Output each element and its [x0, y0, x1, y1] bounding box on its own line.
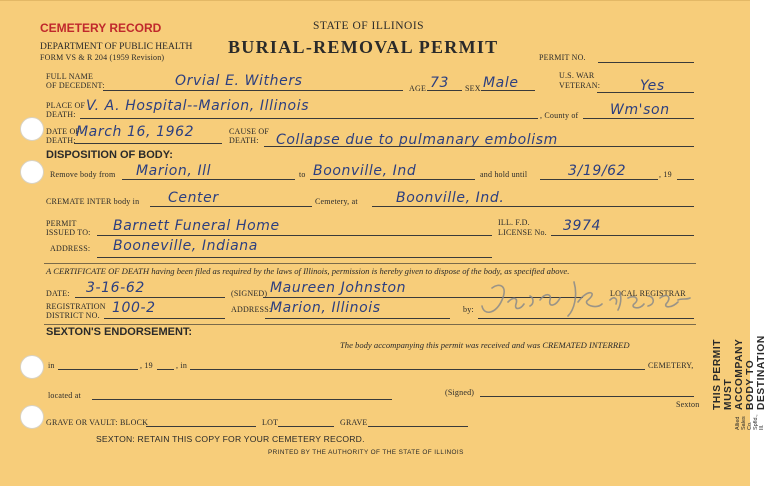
in-cemetery-label: , in [176, 361, 188, 370]
remove-from-value: Marion, Ill [136, 163, 212, 179]
date-of-death-label: DATE OF [46, 127, 81, 136]
grave-label: GRAVE [340, 418, 368, 427]
top-edge [0, 0, 750, 1]
veteran-label: VETERAN: [559, 81, 601, 90]
license-line [551, 235, 694, 236]
sexton-signature-line [480, 396, 694, 397]
license-value: 3974 [563, 218, 602, 234]
department-label: DEPARTMENT OF PUBLIC HEALTH [40, 42, 193, 52]
name-line [103, 90, 403, 91]
county-line [583, 118, 694, 119]
cremate-inter-label: CREMATE INTER body in [46, 197, 140, 206]
cause-of-death-label: CAUSE OF [229, 127, 270, 136]
county-label: , County of [540, 111, 579, 120]
full-name-label: OF DECEDENT: [46, 81, 105, 90]
district-value: 100-2 [112, 300, 156, 316]
remove-from-line [122, 179, 295, 180]
permit-no-line [598, 62, 694, 63]
veteran-label: U.S. WAR [559, 71, 595, 80]
remove-to-line [310, 179, 475, 180]
year-line [677, 179, 694, 180]
cemetery-at-line [372, 206, 694, 207]
hold-until-line [540, 179, 658, 180]
veteran-value: Yes [640, 78, 665, 94]
year-line [157, 369, 174, 370]
record-label: CEMETERY RECORD [40, 21, 162, 35]
grave-vault-label: GRAVE OR VAULT: [46, 418, 118, 427]
cause-of-death-value: Collapse due to pulmanary embolism [276, 132, 558, 148]
date-line [74, 143, 222, 144]
cert-address-label: ADDRESS: [231, 305, 272, 314]
year-label: , 19 [140, 361, 153, 370]
cert-date-label: DATE: [46, 289, 70, 298]
punch-hole [20, 117, 44, 141]
to-label: to [299, 170, 306, 179]
full-name-label: FULL NAME [46, 72, 94, 81]
cemetery-at-label: Cemetery, at [315, 197, 358, 206]
sexton-heading: SEXTON'S ENDORSEMENT: [46, 326, 193, 338]
retain-note: SEXTON: RETAIN THIS COPY FOR YOUR CEMETERY RECORD. [96, 434, 365, 444]
license-label: LICENSE No. [498, 228, 547, 237]
state-label: STATE OF ILLINOIS [313, 20, 425, 32]
permit-issued-label: PERMIT [46, 219, 77, 228]
local-registrar-label: LOCAL REGISTRAR [610, 289, 686, 298]
punch-hole [20, 160, 44, 184]
cert-address-value: Marion, Illinois [270, 300, 381, 316]
cemetery-line [190, 369, 645, 370]
sexton-statement: The body accompanying this permit was received and was CREMATED INTERRED [340, 340, 630, 350]
sex-line [481, 90, 535, 91]
located-at-line [92, 399, 392, 400]
license-label: ILL. F.D. [498, 218, 530, 227]
signed-label: (SIGNED) [231, 289, 268, 298]
in-line [58, 369, 138, 370]
permit-issued-value: Barnett Funeral Home [113, 218, 280, 234]
age-label: AGE [409, 84, 427, 93]
section-rule [44, 324, 696, 325]
age-value: 73 [430, 75, 450, 91]
section-rule [44, 263, 696, 264]
registrar-name: Maureen Johnston [270, 280, 407, 296]
hold-until-label: and hold until [480, 170, 528, 179]
disposition-heading: DISPOSITION OF BODY: [46, 149, 173, 161]
cemetery-label: CEMETERY, [648, 361, 694, 370]
sex-label: SEX [465, 84, 481, 93]
place-line [80, 118, 538, 119]
sexton-label: Sexton [676, 400, 700, 409]
signature-icon [478, 276, 698, 324]
place-of-death-value: V. A. Hospital--Marion, Illinois [86, 98, 310, 114]
cause-line [264, 146, 694, 147]
address-value: Booneville, Indiana [113, 238, 258, 254]
age-line [427, 90, 462, 91]
veteran-line [597, 92, 694, 93]
punch-hole [20, 405, 44, 429]
place-of-death-label: PLACE OF [46, 101, 86, 110]
located-at-label: located at [48, 391, 81, 400]
sex-value: Male [483, 75, 519, 91]
decedent-name: Orvial E. Withers [175, 73, 303, 89]
cemetery-line [150, 206, 312, 207]
lot-label: LOT [262, 418, 279, 427]
cert-date-line [75, 297, 225, 298]
date-of-death-label: DEATH: [46, 136, 76, 145]
remove-to-value: Boonville, Ind [313, 163, 417, 179]
permit-issued-line [97, 235, 492, 236]
remove-from-label: Remove body from [50, 170, 116, 179]
by-label: by: [463, 305, 474, 314]
page-title: BURIAL-REMOVAL PERMIT [228, 37, 499, 57]
form-number: FORM VS & R 204 (1959 Revision) [40, 53, 165, 62]
place-of-death-label: DEATH: [46, 110, 76, 119]
cert-date-value: 3-16-62 [86, 280, 145, 296]
sexton-signed-label: (Signed) [445, 388, 475, 397]
address-label: ADDRESS: [50, 244, 91, 253]
address-line [97, 257, 492, 258]
date-of-death-value: March 16, 1962 [76, 124, 195, 140]
district-line [104, 318, 225, 319]
permit-no-label: PERMIT NO. [539, 53, 586, 62]
grave-line [368, 426, 468, 427]
printed-by-note: PRINTED BY THE AUTHORITY OF THE STATE OF ILLINOIS [268, 449, 464, 456]
side-note: THIS PERMIT MUST ACCOMPANY BODY TO DESTINATION [712, 335, 767, 410]
block-label: BLOCK [120, 418, 149, 427]
cause-of-death-label: DEATH: [229, 136, 259, 145]
certificate-statement: A CERTIFICATE OF DEATH having been filed as required by the laws of Illinois, permission is hereby given to dispose of the body, as specified above. [46, 266, 570, 276]
in-label: in [48, 361, 55, 370]
cemetery-value: Center [168, 190, 219, 206]
hold-until-value: 3/19/62 [568, 163, 627, 179]
punch-hole [20, 355, 44, 379]
district-label: REGISTRATION [46, 302, 106, 311]
county-value: Wm'son [610, 102, 670, 118]
lot-line [278, 426, 334, 427]
printer-note: Allied Sales Co. Spfld., Ill. [735, 414, 765, 430]
block-line [146, 426, 256, 427]
cemetery-at-value: Boonville, Ind. [396, 190, 505, 206]
year-suffix: , 19 [659, 170, 672, 179]
district-label: DISTRICT NO. [46, 311, 100, 320]
cert-address-line [265, 318, 450, 319]
permit-issued-label: ISSUED TO: [46, 228, 91, 237]
